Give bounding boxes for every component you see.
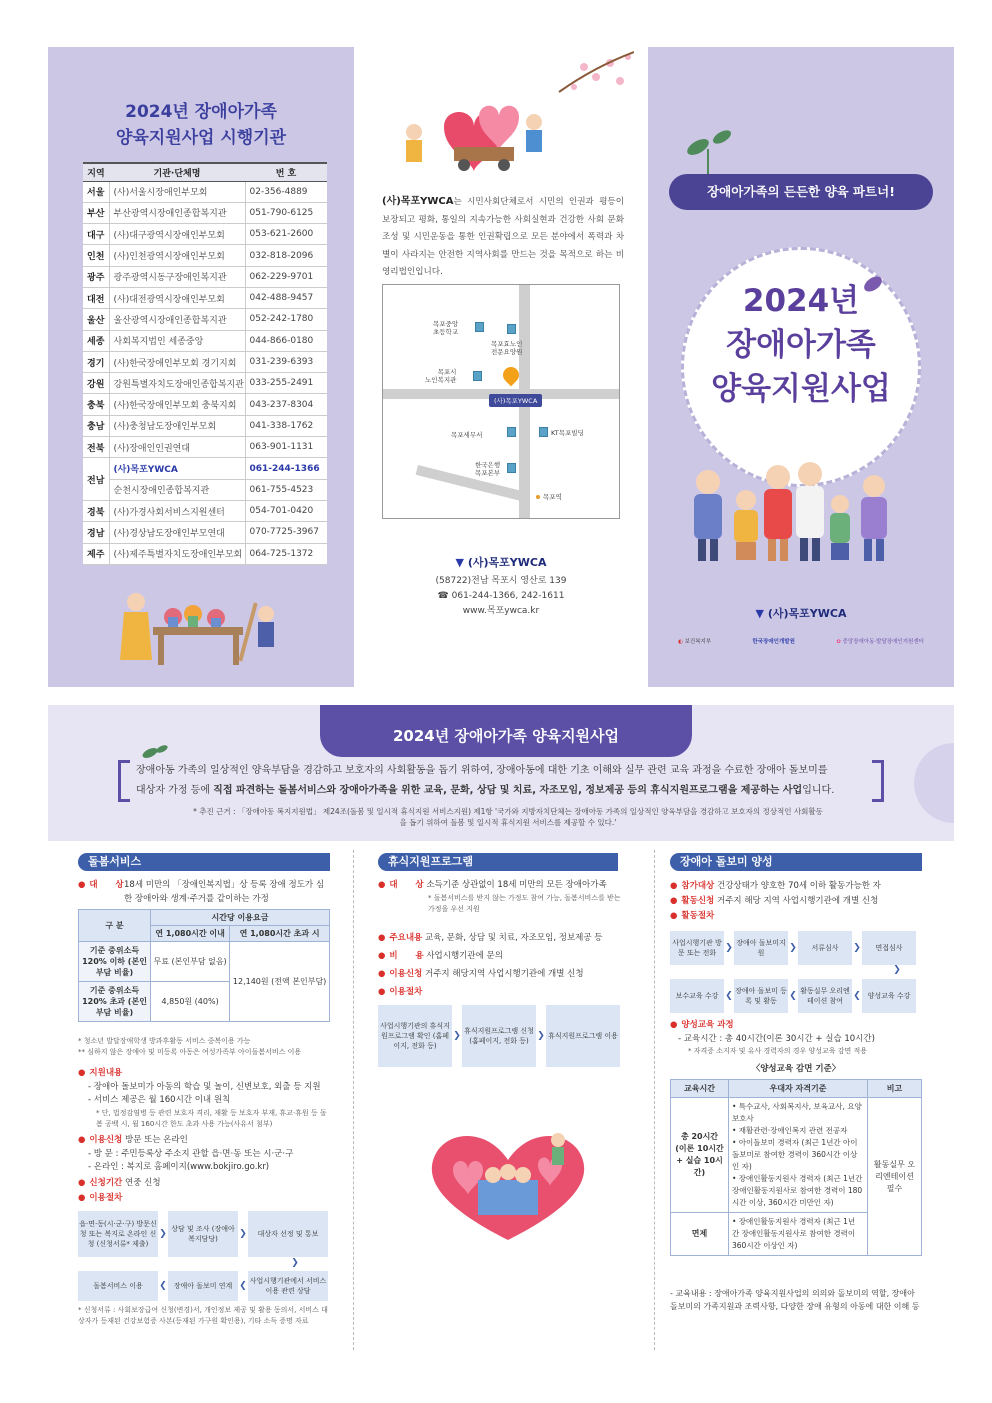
contact-phone: ☎ 061-244-1366, 242-1611	[437, 591, 565, 601]
exempt-col-note: 비고	[868, 1080, 922, 1098]
building-icon	[475, 322, 484, 332]
bracket-right	[872, 760, 884, 802]
care-apply1: - 방 문 : 주민등록상 주소지 관할 읍·면·동 또는 시·군·구	[88, 1148, 294, 1159]
map-label-hospital: 목포효노인 전문요양원	[491, 340, 523, 356]
heart-family-illustration	[408, 1120, 608, 1250]
agency-phone-cell: 054-701-0420	[245, 500, 327, 521]
helper-proc-key: ● 활동절차	[670, 911, 714, 921]
helper-course1: - 교육시간 : 총 40시간(이론 30시간 + 실습 10시간)	[678, 1033, 875, 1044]
helper-flow-row2	[670, 979, 916, 1013]
partner-center-text: 중앙장애아동·발달장애인지원센터	[842, 639, 924, 645]
helper-flow-step1: 사업시행기관 방문 또는 전화	[670, 931, 724, 965]
region-cell: 전남	[83, 458, 109, 501]
intro-section	[48, 705, 954, 841]
rest-target-value: 소득기준 상관없이 18세 미만의 모든 장애아가족	[426, 880, 607, 890]
helper-course	[670, 1019, 922, 1057]
care-period	[78, 1177, 330, 1191]
rest-target-key: ● 대 상	[378, 880, 424, 890]
region-cell: 충북	[83, 394, 109, 415]
chevron-right-icon: ❯	[725, 943, 733, 953]
helper-target-value: 건강상태가 양호한 70세 이하 활동가능한 자	[716, 881, 881, 891]
chevron-right-icon: ❯	[537, 1031, 545, 1041]
location-map	[382, 284, 620, 519]
chevron-right-icon: ❯	[453, 1031, 461, 1041]
partner-kodds-text: 한국장애인개발원	[752, 639, 795, 645]
helper-flow-step2: 장애아 돌보미지원	[734, 931, 788, 965]
fee-over-value: 12,140원 (전액 본인부담)	[230, 942, 330, 1022]
helper-flow-step6: 장애아 돌보미 등록 및 활동	[734, 979, 788, 1013]
agencies-title	[48, 99, 354, 151]
agency-phone-cell: 061-244-1366	[245, 458, 327, 479]
map-label-welfare: 목포시 노인복지관	[425, 368, 457, 384]
agency-phone-cell: 063-901-1131	[245, 437, 327, 458]
agency-name-cell: (사)대전광역시장애인부모회	[109, 287, 245, 308]
column-divider	[654, 850, 655, 1350]
table-row	[83, 415, 327, 436]
rest-cost-key: ● 비 용	[378, 951, 424, 961]
table-row	[83, 458, 327, 479]
fee-col-over: 연 1,080시간 초과 시	[230, 926, 330, 942]
agency-name-cell: 광주광역시동구장애인복지관	[109, 266, 245, 287]
chevron-right-icon: ❯	[159, 1229, 167, 1239]
table-row	[83, 224, 327, 245]
col-phone: 번 호	[245, 163, 327, 181]
agency-phone-cell: 053-621-2600	[245, 224, 327, 245]
care-proc	[78, 1192, 330, 1206]
agency-name-cell: 울산광역시장애인종합복지관	[109, 309, 245, 330]
center-logo-icon: ✿	[836, 639, 841, 645]
cover-logo-text: (사)목포YWCA	[767, 607, 847, 620]
helper-flow-step5: 보수교육 수강	[670, 979, 724, 1013]
helper-title: 장애아 돌보미 양성	[670, 853, 922, 871]
care-target-key: ● 대 상	[78, 879, 124, 906]
helper-flow-step8: 양성교육 수강	[862, 979, 916, 1013]
care-period-key: ● 신청기간	[78, 1178, 122, 1188]
agency-phone-cell: 061-755-4523	[245, 479, 327, 500]
col-region: 지역	[83, 163, 109, 181]
region-cell: 경북	[83, 500, 109, 521]
contact-web[interactable]: www.목포ywca.kr	[462, 606, 540, 616]
agency-name-cell: (사)가경사회서비스지원센터	[109, 500, 245, 521]
cover-title-line1: 2024년	[742, 283, 860, 319]
ywca-logo-icon: ▼	[455, 556, 464, 569]
agency-name-cell: (사)대구광역시장애인부모회	[109, 224, 245, 245]
agency-phone-cell: 064-725-1372	[245, 543, 327, 564]
intro-note-line2: 을 돕기 위하여 돌봄 및 일시적 휴식지원 서비스를 제공할 수 있다.'	[399, 818, 617, 827]
gardening-illustration	[118, 572, 288, 667]
agency-name-cell: 부산광역시장애인종합복지관	[109, 202, 245, 223]
chevron-left-icon: ❮	[159, 1281, 167, 1291]
agency-name-cell: (사)한국장애인부모회 충북지회	[109, 394, 245, 415]
table-row	[83, 394, 327, 415]
agencies-title-line2: 양육지원사업 시행기관	[115, 128, 287, 148]
agency-phone-cell: 043-237-8304	[245, 394, 327, 415]
table-row	[83, 543, 327, 564]
chevron-left-icon: ❮	[789, 991, 797, 1001]
region-cell: 울산	[83, 309, 109, 330]
fee-row1-label: 기준 중위소득 120% 이하 (본인부담 비율)	[79, 942, 151, 982]
partner-mohw	[678, 637, 711, 645]
map-label-station: 목포역	[543, 493, 562, 501]
agency-name-cell: (사)장애인인권연대	[109, 437, 245, 458]
care-apply-key: ● 이용신청	[78, 1135, 122, 1145]
chevron-down-icon: ❯	[291, 1258, 299, 1268]
intro-banner: 2024년 장애아가족 양육지원사업	[320, 705, 692, 757]
rest-flow-step2: 휴식지원프로그램 신청 (홈페이지, 전화 등)	[462, 1005, 536, 1067]
chevron-left-icon: ❮	[725, 991, 733, 1001]
agency-name-cell: (사)한국장애인부모회 경기지회	[109, 351, 245, 372]
agency-name-cell: (사)제주특별자치도장애인부모회	[109, 543, 245, 564]
about-description	[382, 193, 624, 282]
care-target-value: 18세 미만의 「장애인복지법」상 등록 장애 정도가 심한 장애아와 생계·주거를 같이하는 가정	[124, 880, 325, 904]
rest-flow-step1: 사업시행기관의 휴식지원프로그램 확인 (홈페이지, 전화 등)	[378, 1005, 452, 1067]
agency-phone-cell: 070-7725-3967	[245, 522, 327, 543]
map-label-bank: 한국은행 목포본부	[475, 461, 501, 477]
helper-details	[670, 879, 922, 924]
table-row	[83, 373, 327, 394]
fee-col-rate: 시간당 이용요금	[151, 910, 330, 926]
intro-text2c: 입니다.	[802, 785, 835, 796]
building-icon	[473, 371, 482, 381]
exempt-qual2: • 재활관련·장애인복지 관련 전공자	[732, 1126, 848, 1135]
sprout-icon	[140, 743, 170, 763]
region-cell: 강원	[83, 373, 109, 394]
fee-col-type: 구 분	[79, 910, 151, 942]
cover-panel	[648, 47, 954, 687]
agencies-title-line1: 2024년 장애아가족	[125, 102, 277, 122]
about-desc-text: 는 시민사회단체로서 시민의 인권과 평등이 보장되고 평화, 통일의 지속가능한 사회실현과 건강한 사회 문화 조성 및 시민운동을 통한 인권확립으로 모든 분야에서 폭력과 차별이 사라지는 안전한 지역사회를 만드는 것을 목적으로 하는 비영리법인입니다.	[382, 197, 624, 277]
region-cell: 경기	[83, 351, 109, 372]
agency-phone-cell: 041-338-1762	[245, 415, 327, 436]
agency-phone-cell: 033-255-2491	[245, 373, 327, 394]
care-footnotes	[78, 1036, 330, 1058]
care-flow-row2	[78, 1271, 328, 1301]
fee-row2-label: 기준 중위소득 120% 초과 (본인부담 비율)	[79, 982, 151, 1022]
helper-content: - 교육내용 : 장애아가족 양육지원사업의 의의와 돌보미의 역할, 장애아 돌보미의 가족지원과 조력사항, 다양한 장애 유형의 아동에 대한 이해 등	[670, 1289, 920, 1311]
care-flow-step3: 대상자 선정 및 통보	[248, 1211, 328, 1257]
helper-apply-value: 거주지 해당 지역 사업시행기관에 개별 신청	[716, 896, 879, 906]
map-label-tax-office: 목포세무서	[451, 431, 483, 439]
rest-content-value: 교육, 문화, 상담 및 치료, 자조모임, 정보제공 등	[424, 933, 603, 943]
hearts-cart-illustration	[384, 47, 634, 177]
care-flow-step4: 돌봄서비스 이용	[78, 1271, 158, 1301]
exempt-col-qual: 우대자 자격기준	[729, 1080, 868, 1098]
care-flow-step2: 상담 및 조사 (장애아복지담당)	[168, 1211, 238, 1257]
intro-text2b: 직접 파견하는 돌봄서비스와 장애아가족을 위한 교육, 문화, 상담 및 치료, 자조모임, 정보제공 등의 휴식지원프로그램을 제공하는 사업	[213, 785, 803, 796]
agency-phone-cell: 051-790-6125	[245, 202, 327, 223]
bracket-left	[118, 760, 130, 802]
map-label-kt: KT목포빌딩	[551, 429, 584, 437]
care-support3: * 단, 법정감염병 등 관련 보호자 격리, 재활 등 보호자 부재, 휴교·휴원 등 돌봄 공백 시, 월 160시간 한도 초과 사용 가능(사유서 첨부)	[96, 1108, 327, 1128]
agencies-panel	[48, 47, 354, 687]
partner-kodds	[752, 637, 795, 645]
rest-target-note: * 돌봄서비스를 받지 않는 가정도 참여 가능, 돌봄서비스를 받는 가정을 우선 지원	[428, 893, 621, 913]
building-icon	[507, 427, 516, 437]
agency-name-cell: (사)목포YWCA	[109, 458, 245, 479]
table-row	[83, 479, 327, 500]
table-row	[83, 266, 327, 287]
region-cell: 충남	[83, 415, 109, 436]
exempt-row2-time: 면제	[671, 1213, 729, 1256]
region-cell: 대구	[83, 224, 109, 245]
helper-course-key: ● 양성교육 과정	[670, 1019, 922, 1033]
station-dot-icon	[536, 495, 540, 499]
care-proc-key: ● 이용절차	[78, 1193, 122, 1203]
helper-flow-step3: 서류심사	[798, 931, 852, 965]
agency-name-cell: (사)인천광역시장애인부모회	[109, 245, 245, 266]
exempt-row1-qual	[729, 1098, 868, 1213]
rest-flow	[378, 1005, 620, 1067]
decor-circle	[914, 743, 954, 823]
contact-org	[354, 555, 648, 570]
table-row	[83, 351, 327, 372]
table-row	[83, 330, 327, 351]
cover-title	[648, 279, 954, 411]
care-footnote1: * 청소년 발달장애학생 방과후활동 서비스 중복이용 가능	[78, 1037, 251, 1045]
care-title: 돌봄서비스	[78, 853, 330, 871]
rest-apply-value: 거주지 해당지역 사업시행기관에 개별 신청	[424, 969, 584, 979]
chevron-left-icon: ❮	[239, 1281, 247, 1291]
table-row	[83, 500, 327, 521]
rest-content-key: ● 주요내용	[378, 933, 422, 943]
care-period-value: 연중 신청	[124, 1178, 161, 1188]
region-cell: 전북	[83, 437, 109, 458]
exempt-title: 〈양성교육 감면 기준〉	[751, 1064, 841, 1074]
building-icon	[507, 463, 516, 473]
chevron-left-icon: ❮	[853, 991, 861, 1001]
column-divider	[353, 850, 354, 1350]
chevron-right-icon: ❯	[853, 943, 861, 953]
care-flow-step5: 장애아 돌보미 연계	[168, 1271, 238, 1301]
rest-title: 휴식지원프로그램	[378, 853, 618, 871]
helper-flow-step4: 면접심사	[862, 931, 916, 965]
fee-row1-value: 무료 (본인부담 없음)	[151, 942, 230, 982]
agency-name-cell: (사)경상남도장애인부모연대	[109, 522, 245, 543]
exempt-table	[670, 1079, 922, 1256]
region-cell: 세종	[83, 330, 109, 351]
care-flow-step1: 읍·면·동(시·군·구) 방문신청 또는 복지로 온라인 신청 (신청서류* 제출)	[78, 1211, 158, 1257]
exempt-row1-time: 총 20시간 (이론 10시간 + 실습 10시간)	[671, 1098, 729, 1213]
helper-flow-row1	[670, 931, 916, 965]
helper-column	[670, 845, 922, 1353]
rest-column	[378, 845, 628, 1353]
about-org-name: (사)목포YWCA	[382, 196, 454, 207]
family-illustration	[678, 442, 928, 572]
rest-target	[378, 879, 623, 915]
care-support-key: ● 지원내용	[78, 1067, 330, 1081]
agency-phone-cell: 02-356-4889	[245, 181, 327, 202]
rest-details	[378, 929, 623, 1001]
agency-phone-cell: 031-239-6393	[245, 351, 327, 372]
exempt-row2-qual: • 장애인활동지원사 경력자 (최근 1년 간 장애인활동지원사로 참여한 경력이 360시간 이상인 자)	[729, 1213, 868, 1256]
care-support2: - 서비스 제공은 월 160시간 이내 원칙	[88, 1095, 231, 1105]
exempt-qual4: • 장애인활동지원사 경력자 (최근 1년간 장애인활동지원사로 참여한 경력이 180시간 이상, 360시간 미만인 자)	[732, 1174, 863, 1207]
cover-title-line3: 양육지원사업	[711, 371, 891, 407]
care-flow-step6: 사업시행기관에서 서비스 이용 관련 상담	[248, 1271, 328, 1301]
helper-course2: * 자격증 소지자 및 유사 경력자의 경우 양성교육 감면 적용	[688, 1047, 868, 1055]
helper-apply-key: ● 활동신청	[670, 896, 714, 906]
cover-logo	[648, 605, 954, 621]
cover-title-line2: 장애아가족	[726, 327, 876, 363]
map-label-school: 목포중앙 초등학교	[433, 320, 459, 336]
fee-table	[78, 909, 330, 1022]
about-panel	[354, 47, 648, 687]
agencies-table	[83, 162, 327, 565]
agency-phone-cell: 042-488-9457	[245, 287, 327, 308]
building-icon	[539, 427, 548, 437]
table-row	[83, 245, 327, 266]
intro-text2a: 대상자 가정 등에	[136, 785, 214, 796]
region-cell: 인천	[83, 245, 109, 266]
map-label-ywca: (사)목포YWCA	[489, 394, 542, 407]
intro-text-line2	[136, 781, 866, 801]
region-cell: 대전	[83, 287, 109, 308]
agency-name-cell: 사회복지법인 세종중앙	[109, 330, 245, 351]
agency-phone-cell: 044-866-0180	[245, 330, 327, 351]
agency-name-cell: (사)충청남도장애인부모회	[109, 415, 245, 436]
fee-row2-value: 4,850원 (40%)	[151, 982, 230, 1022]
sprout-icon	[678, 127, 738, 177]
care-target	[78, 879, 330, 906]
care-support	[78, 1067, 330, 1130]
col-name: 기관·단체명	[109, 163, 245, 181]
cover-ribbon: 장애아가족의 든든한 양육 파트너!	[669, 174, 933, 210]
table-row	[83, 287, 327, 308]
exempt-qual3: • 아이돌보미 경력자 (최근 1년간 아이돌보미로 참여한 경력이 360시간 이상인 자)	[732, 1138, 858, 1171]
intro-note-line1: * 추진 근거 : 「장애아동 복지지원법」 제24조(돌봄 및 일시적 휴식지원 서비스지원) 제1항 '국가와 지방자치단체는 장애아동 가족의 일상적인 양육부담을 경감하고 보호자의 정상적인 사회활동	[193, 807, 823, 816]
intro-note	[138, 806, 878, 828]
region-cell: 서울	[83, 181, 109, 202]
care-footnote2: ** 심하지 않은 장애아 및 미등록 아동은 여성가족부 아이돌봄서비스 이용	[78, 1048, 302, 1056]
chevron-right-icon: ❯	[239, 1229, 247, 1239]
care-flow-row1	[78, 1211, 328, 1257]
fee-col-within: 연 1,080시간 이내	[151, 926, 230, 942]
ywca-logo-icon: ▼	[755, 607, 764, 620]
exempt-qual1: • 특수교사, 사회복지사, 보육교사, 요양보호사	[732, 1102, 862, 1123]
intro-text-line1: 장애아동 가족의 일상적인 양육부담을 경감하고 보호자의 사회활동을 돕기 위하여, 장애아동에 대한 기초 이해와 실무 관련 교육 과정을 수료한 장애아 돌보미를	[136, 765, 828, 776]
contact-address: (58722)전남 목포시 영산로 139	[435, 576, 567, 586]
rest-proc-key: ● 이용절차	[378, 987, 422, 997]
exempt-note: 활동실무 오리엔테이션 필수	[868, 1098, 922, 1256]
agency-phone-cell: 052-242-1780	[245, 309, 327, 330]
rest-cost-value: 사업시행기관에 문의	[426, 951, 503, 961]
rest-apply-key: ● 이용신청	[378, 969, 422, 979]
contact-info	[354, 555, 648, 619]
care-support1: - 장애아 돌보미가 아동의 학습 및 놀이, 신변보호, 외출 등 지원	[88, 1081, 321, 1092]
agency-phone-cell: 062-229-9701	[245, 266, 327, 287]
region-cell: 광주	[83, 266, 109, 287]
care-apply-value: 방문 또는 온라인	[124, 1135, 188, 1145]
agency-name-cell: 순천시장애인종합복지관	[109, 479, 245, 500]
care-apply	[78, 1134, 330, 1175]
contact-org-name: (사)목포YWCA	[467, 556, 547, 569]
intro-text	[136, 761, 866, 801]
region-cell: 경남	[83, 522, 109, 543]
helper-flow-step7: 활동실무 오리엔테이션 참여	[798, 979, 852, 1013]
exempt-col-time: 교육시간	[671, 1080, 729, 1098]
taeguk-icon: ◐	[678, 639, 683, 645]
agency-phone-cell: 032-818-2096	[245, 245, 327, 266]
chevron-right-icon: ❯	[789, 943, 797, 953]
region-cell: 부산	[83, 202, 109, 223]
agency-name-cell: 강원특별자치도장애인종합복지관	[109, 373, 245, 394]
partner-mohw-text: 보건복지부	[684, 639, 712, 645]
helper-target-key: ● 참가대상	[670, 881, 714, 891]
partner-center	[836, 637, 924, 645]
chevron-down-icon: ❯	[893, 965, 901, 975]
care-doc-note: * 신청서류 : 사회보장급여 신청(변경)서, 개인정보 제공 및 활용 동의서, 서비스 대상자가 등재된 건강보험증 사본(등재된 가구원 확인용), 기타 소득 증명 자료	[78, 1306, 328, 1325]
table-row	[83, 202, 327, 223]
table-row	[83, 437, 327, 458]
care-column	[78, 845, 330, 1353]
partner-logos	[678, 637, 924, 645]
table-row	[83, 522, 327, 543]
building-icon	[507, 324, 516, 334]
agency-name-cell: (사)서울시장애인부모회	[109, 181, 245, 202]
rest-flow-step3: 휴식지원프로그램 이용	[546, 1005, 620, 1067]
table-row	[83, 181, 327, 202]
table-row	[83, 309, 327, 330]
care-apply2: - 온라인 : 복지로 홈페이지(www.bokjiro.go.kr)	[88, 1162, 270, 1172]
region-cell: 제주	[83, 543, 109, 564]
